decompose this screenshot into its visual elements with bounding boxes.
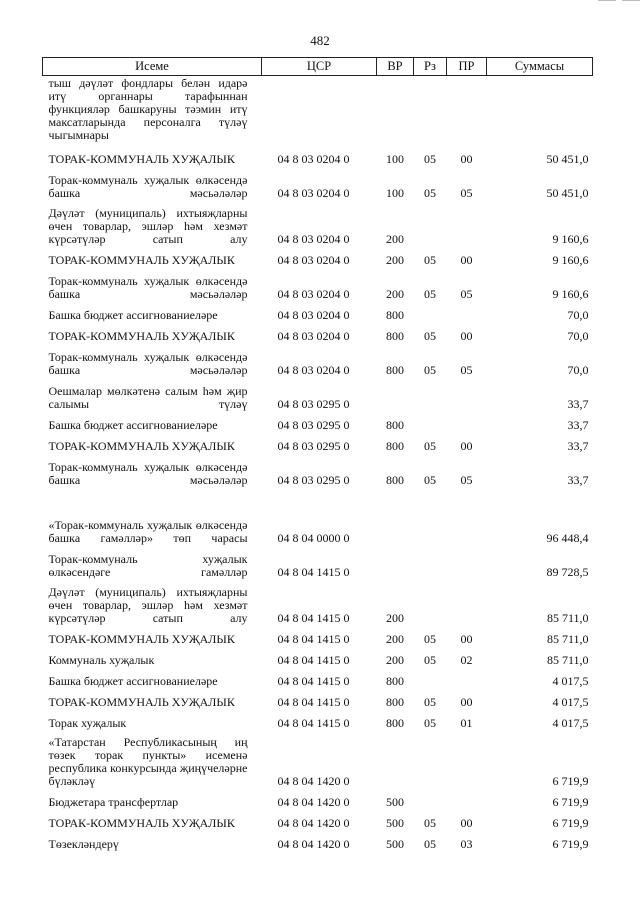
- cell-pr: [447, 201, 487, 247]
- cell-vr: 200: [386, 232, 404, 246]
- table-row: [43, 488, 593, 546]
- cell-pr: [447, 488, 487, 546]
- table-row: [43, 167, 593, 201]
- cell-rz: 05: [424, 329, 436, 343]
- table-row: [43, 668, 593, 689]
- cell-vr: 200: [386, 253, 404, 267]
- table-row: [43, 546, 593, 580]
- cell-csr: 04 8 03 0204 0: [277, 232, 350, 246]
- cell-pr: 00: [460, 816, 473, 830]
- cell-csr: 04 8 03 0204 0: [277, 152, 350, 166]
- cell-csr: 04 8 03 0204 0: [277, 253, 350, 267]
- cell-rz: 05: [424, 363, 436, 377]
- cell-vr: [377, 76, 414, 147]
- cell-pr: 00: [460, 253, 473, 267]
- table-row: [43, 433, 593, 454]
- cell-csr: 04 8 04 1420 0: [277, 774, 350, 788]
- header-sum: Суммасы: [487, 58, 593, 76]
- table-row: [43, 247, 593, 268]
- cell-vr: [377, 378, 414, 412]
- cell-rz: [414, 731, 447, 789]
- cell-csr: 04 8 03 0204 0: [277, 186, 350, 200]
- cell-vr: 500: [386, 837, 404, 851]
- cell-vr: [377, 488, 414, 546]
- cell-pr: [447, 378, 487, 412]
- cell-name: Төзекләндерү: [48, 837, 119, 851]
- cell-sum: 33,7: [567, 439, 589, 453]
- cell-vr: 800: [386, 329, 404, 343]
- table-body: [43, 76, 593, 853]
- cell-csr: 04 8 04 1415 0: [277, 611, 350, 625]
- cell-sum: 6 719,9: [552, 795, 589, 809]
- cell-vr: 100: [386, 186, 404, 200]
- cell-pr: 01: [460, 716, 473, 730]
- cell-csr: 04 8 03 0204 0: [277, 308, 350, 322]
- scan-edge-mark: [598, 0, 616, 1]
- cell-vr: 800: [386, 363, 404, 377]
- cell-vr: 200: [386, 632, 404, 646]
- cell-csr: 04 8 04 1415 0: [277, 695, 350, 709]
- cell-rz: [414, 76, 447, 147]
- cell-sum: 4 017,5: [552, 674, 589, 688]
- cell-pr: 05: [460, 287, 473, 301]
- cell-sum: 6 719,9: [552, 816, 589, 830]
- cell-vr: 800: [386, 473, 404, 487]
- cell-vr: 100: [386, 152, 404, 166]
- table-row: [43, 810, 593, 831]
- cell-sum: 9 160,6: [552, 253, 589, 267]
- cell-pr: 03: [460, 837, 473, 851]
- cell-pr: [447, 789, 487, 810]
- cell-sum: 50 451,0: [546, 186, 589, 200]
- table-row: [43, 710, 593, 731]
- cell-name: Торак-коммуналь хуҗалык өлкәсендәге гамәлләр: [48, 552, 248, 579]
- cell-csr: 04 8 04 1420 0: [277, 837, 350, 851]
- cell-sum: [487, 76, 593, 147]
- cell-csr: 04 8 03 0295 0: [277, 439, 350, 453]
- cell-rz: 05: [424, 439, 436, 453]
- cell-sum: 6 719,9: [552, 837, 589, 851]
- cell-pr: 05: [460, 363, 473, 377]
- page-number: 482: [310, 33, 330, 48]
- header-rz: Рз: [414, 58, 447, 76]
- cell-name: Коммуналь хуҗалык: [48, 653, 155, 667]
- cell-vr: 200: [386, 611, 404, 625]
- cell-rz: 05: [424, 186, 436, 200]
- cell-pr: [447, 546, 487, 580]
- cell-vr: [377, 731, 414, 789]
- cell-vr: [377, 546, 414, 580]
- table-row: [43, 268, 593, 302]
- cell-csr: 04 8 04 1415 0: [277, 674, 350, 688]
- cell-name: Башка бюджет ассигнованиеләре: [48, 418, 218, 432]
- cell-name: ТОРАК-КОММУНАЛЬ ХУҖАЛЫК: [48, 152, 235, 166]
- cell-rz: 05: [424, 653, 436, 667]
- cell-pr: 00: [460, 329, 473, 343]
- cell-csr: 04 8 04 1420 0: [277, 795, 350, 809]
- cell-rz: 05: [424, 473, 436, 487]
- budget-table: [42, 57, 593, 852]
- cell-rz: [414, 668, 447, 689]
- cell-sum: 89 728,5: [546, 565, 589, 579]
- cell-pr: 00: [460, 695, 473, 709]
- cell-rz: 05: [424, 287, 436, 301]
- table-row: [43, 378, 593, 412]
- cell-rz: 05: [424, 253, 436, 267]
- cell-name: Торак-коммуналь хуҗалык өлкәсендә башка мәсьәләләр: [48, 350, 248, 377]
- cell-vr: 500: [386, 816, 404, 830]
- cell-rz: [414, 546, 447, 580]
- cell-rz: 05: [424, 837, 436, 851]
- cell-pr: 05: [460, 473, 473, 487]
- cell-sum: 9 160,6: [552, 287, 589, 301]
- cell-vr: 200: [386, 287, 404, 301]
- cell-csr: 04 8 04 0000 0: [277, 531, 350, 545]
- cell-pr: 05: [460, 186, 473, 200]
- table-row: [43, 789, 593, 810]
- table-row: [43, 412, 593, 433]
- cell-pr: 00: [460, 439, 473, 453]
- cell-sum: 9 160,6: [552, 232, 589, 246]
- cell-name: ТОРАК-КОММУНАЛЬ ХУҖАЛЫК: [48, 695, 235, 709]
- table-row: [43, 580, 593, 626]
- cell-name: ТОРАК-КОММУНАЛЬ ХУҖАЛЫК: [48, 439, 235, 453]
- cell-sum: 70,0: [567, 329, 589, 343]
- cell-sum: 4 017,5: [552, 695, 589, 709]
- cell-pr: [447, 580, 487, 626]
- table-row: [43, 689, 593, 710]
- cell-rz: 05: [424, 816, 436, 830]
- cell-rz: 05: [424, 152, 436, 166]
- cell-csr: 04 8 03 0204 0: [277, 287, 350, 301]
- cell-vr: 800: [386, 439, 404, 453]
- cell-csr: 04 8 03 0295 0: [277, 397, 350, 411]
- cell-rz: [414, 789, 447, 810]
- cell-name: «Татарстан Республикасының иң төзек торак пункты» исеменә республика конкурсында җиңүчеләрне бүләкләү: [48, 735, 248, 788]
- cell-sum: 6 719,9: [552, 774, 589, 788]
- cell-sum: 70,0: [567, 363, 589, 377]
- cell-sum: 70,0: [567, 308, 589, 322]
- cell-csr: 04 8 03 0295 0: [277, 473, 350, 487]
- cell-pr: [447, 302, 487, 323]
- cell-sum: 33,7: [567, 418, 589, 432]
- cell-name: Дәүләт (муниципаль) ихтыяҗларны өчен товарлар, эшләр һәм хезмәт күрсәтүләр сатып алу: [48, 585, 248, 625]
- cell-csr: 04 8 03 0295 0: [277, 418, 350, 432]
- header-name: Исеме: [43, 58, 262, 76]
- cell-name: тыш дәүләт фондлары белән идарә итү органнары тарафыннан функцияләр башкаруны тәэмин итү максатларында персоналга түләү чыгымнары: [48, 76, 248, 142]
- cell-rz: 05: [424, 632, 436, 646]
- cell-csr: [262, 76, 377, 147]
- cell-name: ТОРАК-КОММУНАЛЬ ХУҖАЛЫК: [48, 632, 235, 646]
- cell-name: ТОРАК-КОММУНАЛЬ ХУҖАЛЫК: [48, 329, 235, 343]
- cell-sum: 33,7: [567, 473, 589, 487]
- header-pr: ПР: [447, 58, 487, 76]
- header-vr: ВР: [377, 58, 414, 76]
- cell-rz: [414, 378, 447, 412]
- cell-vr: 800: [386, 308, 404, 322]
- cell-pr: [447, 731, 487, 789]
- cell-csr: 04 8 04 1415 0: [277, 632, 350, 646]
- cell-vr: 200: [386, 653, 404, 667]
- cell-csr: 04 8 04 1415 0: [277, 565, 350, 579]
- table-row: [43, 344, 593, 378]
- cell-name: Торак-коммуналь хуҗалык өлкәсендә башка мәсьәләләр: [48, 460, 248, 487]
- cell-pr: 00: [460, 152, 473, 166]
- cell-name: Башка бюджет ассигнованиеләре: [48, 308, 218, 322]
- cell-name: ТОРАК-КОММУНАЛЬ ХУҖАЛЫК: [48, 816, 235, 830]
- table-row: [43, 626, 593, 647]
- table-header-row: [43, 58, 593, 76]
- cell-sum: 33,7: [567, 397, 589, 411]
- table-row: [43, 146, 593, 167]
- cell-rz: [414, 302, 447, 323]
- header-csr: ЦСР: [262, 58, 377, 76]
- cell-name: Торак-коммуналь хуҗалык өлкәсендә башка мәсьәләләр: [48, 173, 248, 200]
- cell-rz: [414, 488, 447, 546]
- cell-rz: [414, 580, 447, 626]
- cell-name: «Торак-коммуналь хуҗалык өлкәсендә башка гамәлләр» төп чарасы: [48, 518, 248, 545]
- cell-pr: 00: [460, 632, 473, 646]
- table-row: [43, 201, 593, 247]
- cell-pr: [447, 668, 487, 689]
- table-row: [43, 731, 593, 789]
- cell-name: Дәүләт (муниципаль) ихтыяҗларны өчен товарлар, эшләр һәм хезмәт күрсәтүләр сатып алу: [48, 206, 248, 246]
- scan-edge-mark: [622, 0, 640, 1]
- cell-pr: 02: [460, 653, 473, 667]
- cell-sum: 85 711,0: [546, 611, 589, 625]
- cell-sum: 50 451,0: [546, 152, 589, 166]
- cell-name: Оешмалар мөлкәтенә салым һәм җир салымы түләү: [48, 384, 248, 411]
- table-row: [43, 454, 593, 488]
- cell-sum: 4 017,5: [552, 716, 589, 730]
- cell-vr: 800: [386, 418, 404, 432]
- cell-csr: 04 8 03 0204 0: [277, 329, 350, 343]
- cell-sum: 96 448,4: [546, 531, 589, 545]
- table-row: [43, 831, 593, 852]
- cell-sum: 85 711,0: [546, 632, 589, 646]
- cell-name: ТОРАК-КОММУНАЛЬ ХУҖАЛЫК: [48, 253, 235, 267]
- cell-rz: 05: [424, 695, 436, 709]
- cell-vr: 800: [386, 695, 404, 709]
- table-row: [43, 302, 593, 323]
- cell-name: Башка бюджет ассигнованиеләре: [48, 674, 218, 688]
- table-row: [43, 76, 593, 147]
- cell-rz: 05: [424, 716, 436, 730]
- cell-vr: 800: [386, 674, 404, 688]
- cell-pr: [447, 412, 487, 433]
- cell-name: Бюджетара трансфертлар: [48, 795, 179, 809]
- table-row: [43, 647, 593, 668]
- cell-vr: 800: [386, 716, 404, 730]
- cell-name: Торак хуҗалык: [48, 716, 127, 730]
- cell-csr: 04 8 04 1415 0: [277, 653, 350, 667]
- table-row: [43, 323, 593, 344]
- cell-csr: 04 8 03 0204 0: [277, 363, 350, 377]
- cell-csr: 04 8 04 1420 0: [277, 816, 350, 830]
- cell-rz: [414, 201, 447, 247]
- cell-rz: [414, 412, 447, 433]
- cell-csr: 04 8 04 1415 0: [277, 716, 350, 730]
- cell-sum: 85 711,0: [546, 653, 589, 667]
- cell-name: Торак-коммуналь хуҗалык өлкәсендә башка мәсьәләләр: [48, 274, 248, 301]
- cell-vr: 500: [386, 795, 404, 809]
- cell-pr: [447, 76, 487, 147]
